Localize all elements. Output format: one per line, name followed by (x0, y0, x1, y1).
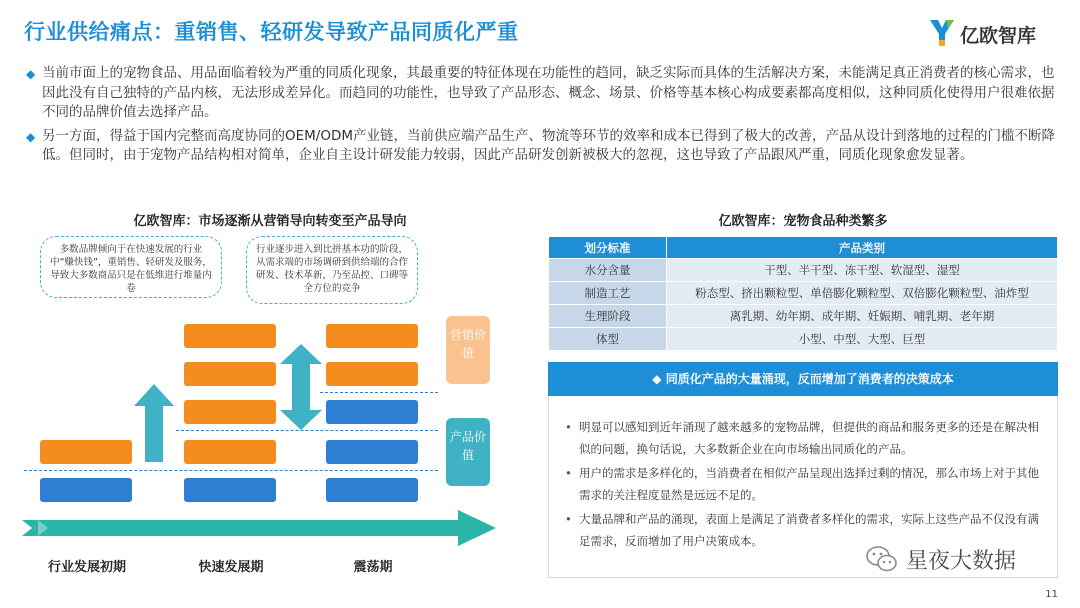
stage-label: 震荡期 (353, 560, 393, 575)
note-shakeout-stage: 行业逐步进入到比拼基本功的阶段，从需求端的市场调研到供给端的合作研发、技术革新，乃至品控、口碑等全方位的竞争 (246, 236, 418, 304)
intro-bullet (26, 64, 1062, 123)
intro-bullet (26, 127, 1062, 166)
watermark-text: 星夜大数据 (906, 549, 1017, 574)
product-block (326, 400, 418, 424)
table-cell: 粉态型、挤出颗粒型、单倍膨化颗粒型、双倍膨化颗粒型、油炸型 (667, 282, 1058, 305)
table-row (549, 305, 1058, 328)
callout-item-text: 用户的需求是多样化的，当消费者在相似产品呈现出选择过剩的情况，那么市场上对于其他需求的关注程度显然是远远不足的。 (579, 466, 1039, 502)
stage-label: 行业发展初期 (47, 560, 126, 575)
marketing-block (326, 362, 418, 386)
note-early-stage: 多数品牌倾向于在快速发展的行业中“赚快钱”，重销售、轻研发及服务，导致大多数商品只是在低维进行堆量内卷 (40, 236, 222, 298)
bullet-dot-icon: • (565, 512, 572, 526)
stage-label: 快速发展期 (198, 560, 264, 575)
divider-line (24, 470, 438, 471)
marketing-block (184, 400, 276, 424)
logo-icon (928, 18, 956, 48)
table-row (549, 282, 1058, 305)
table-cell: 水分含量 (549, 259, 667, 282)
divider-line (320, 392, 438, 393)
table-cell: 离乳期、幼年期、成年期、妊娠期、哺乳期、老年期 (667, 305, 1058, 328)
product-block (326, 478, 418, 502)
marketing-block (184, 362, 276, 386)
callout-item (565, 462, 1041, 506)
timeline-arrow-icon (22, 510, 496, 546)
table-row (549, 259, 1058, 282)
product-block (326, 440, 418, 464)
brand-logo (928, 14, 1058, 50)
watermark (866, 540, 1066, 580)
intro-bullet-text: 另一方面，得益于国内完整而高度协同的OEM/ODM产业链，当前供应端产品生产、物流等环节的效率和成本已得到了极大的改善，产品从设计到落地的过程的门槛不断降低。但同时，由于宠物产品结构相对简单，企业自主设计研发能力较弱，因此产品研发创新被极大的忽视，这也导致了产品跟风严重，同质化现象愈发显著。 (42, 127, 1056, 163)
bullet-dot-icon: • (565, 466, 572, 480)
diamond-icon: ◆ (26, 129, 36, 144)
callout-box-title: ◆ 同质化产品的大量涌现，反而增加了消费者的决策成本 (548, 362, 1058, 396)
left-diagram-title: 亿欧智库：市场逐渐从营销导向转变至产品导向 (133, 214, 407, 229)
wechat-icon (866, 544, 898, 574)
table-cell: 干型、半干型、冻干型、软湿型、湿型 (667, 259, 1058, 282)
table-header-row (549, 237, 1058, 259)
table-cell: 小型、中型、大型、巨型 (667, 328, 1058, 351)
divider-line (176, 430, 438, 431)
label-product-value: 产品价值 (446, 418, 490, 486)
table-header: 划分标准 (549, 237, 667, 259)
pet-food-category-table (548, 236, 1058, 351)
marketing-block (326, 324, 418, 348)
intro-bullets (26, 64, 1062, 170)
marketing-block (184, 324, 276, 348)
up-down-arrow-icon (280, 344, 322, 430)
label-marketing-value: 营销价值 (446, 316, 490, 384)
marketing-block (184, 440, 276, 464)
callout-item-text: 大量品牌和产品的涌现，表面上是满足了消费者多样化的需求，实际上这些产品不仅没有满足需求，反而增加了用户决策成本。 (579, 512, 1039, 548)
table-cell: 生理阶段 (549, 305, 667, 328)
marketing-block (40, 440, 132, 464)
logo-text: 亿欧智库 (960, 25, 1037, 47)
callout-item-text: 明显可以感知到近年涌现了越来越多的宠物品牌，但提供的商品和服务更多的还是在解决相似的问题，换句话说，大多数新企业在向市场输出同质化的产品。 (579, 420, 1039, 456)
product-block (40, 478, 132, 502)
bullet-dot-icon: • (565, 420, 572, 434)
table-header: 产品类别 (667, 237, 1058, 259)
callout-item (565, 416, 1041, 460)
table-row (549, 328, 1058, 351)
page-title: 行业供给痛点：重销售、轻研发导致产品同质化严重 (24, 20, 519, 44)
page-number: 11 (1045, 589, 1058, 600)
right-section-title: 亿欧智库：宠物食品种类繁多 (718, 214, 888, 229)
up-arrow-icon (134, 384, 174, 462)
product-block (184, 478, 276, 502)
diamond-icon: ◆ (26, 67, 36, 81)
table-cell: 制造工艺 (549, 282, 667, 305)
table-cell: 体型 (549, 328, 667, 351)
intro-bullet-text: 当前市面上的宠物食品、用品面临着较为严重的同质化现象，其最重要的特征体现在功能性的趋同，缺乏实际而具体的生活解决方案，未能满足真正消费者的核心需求，也因此没有自己独特的产品内核，无法形成差异化。而趋同的功能性，也导致了产品形态、概念、场景、价格等基本核心构成要素都高度相似，这种同质化使得用户很难依据不同的品牌价值去选择产品。 (42, 65, 1055, 120)
